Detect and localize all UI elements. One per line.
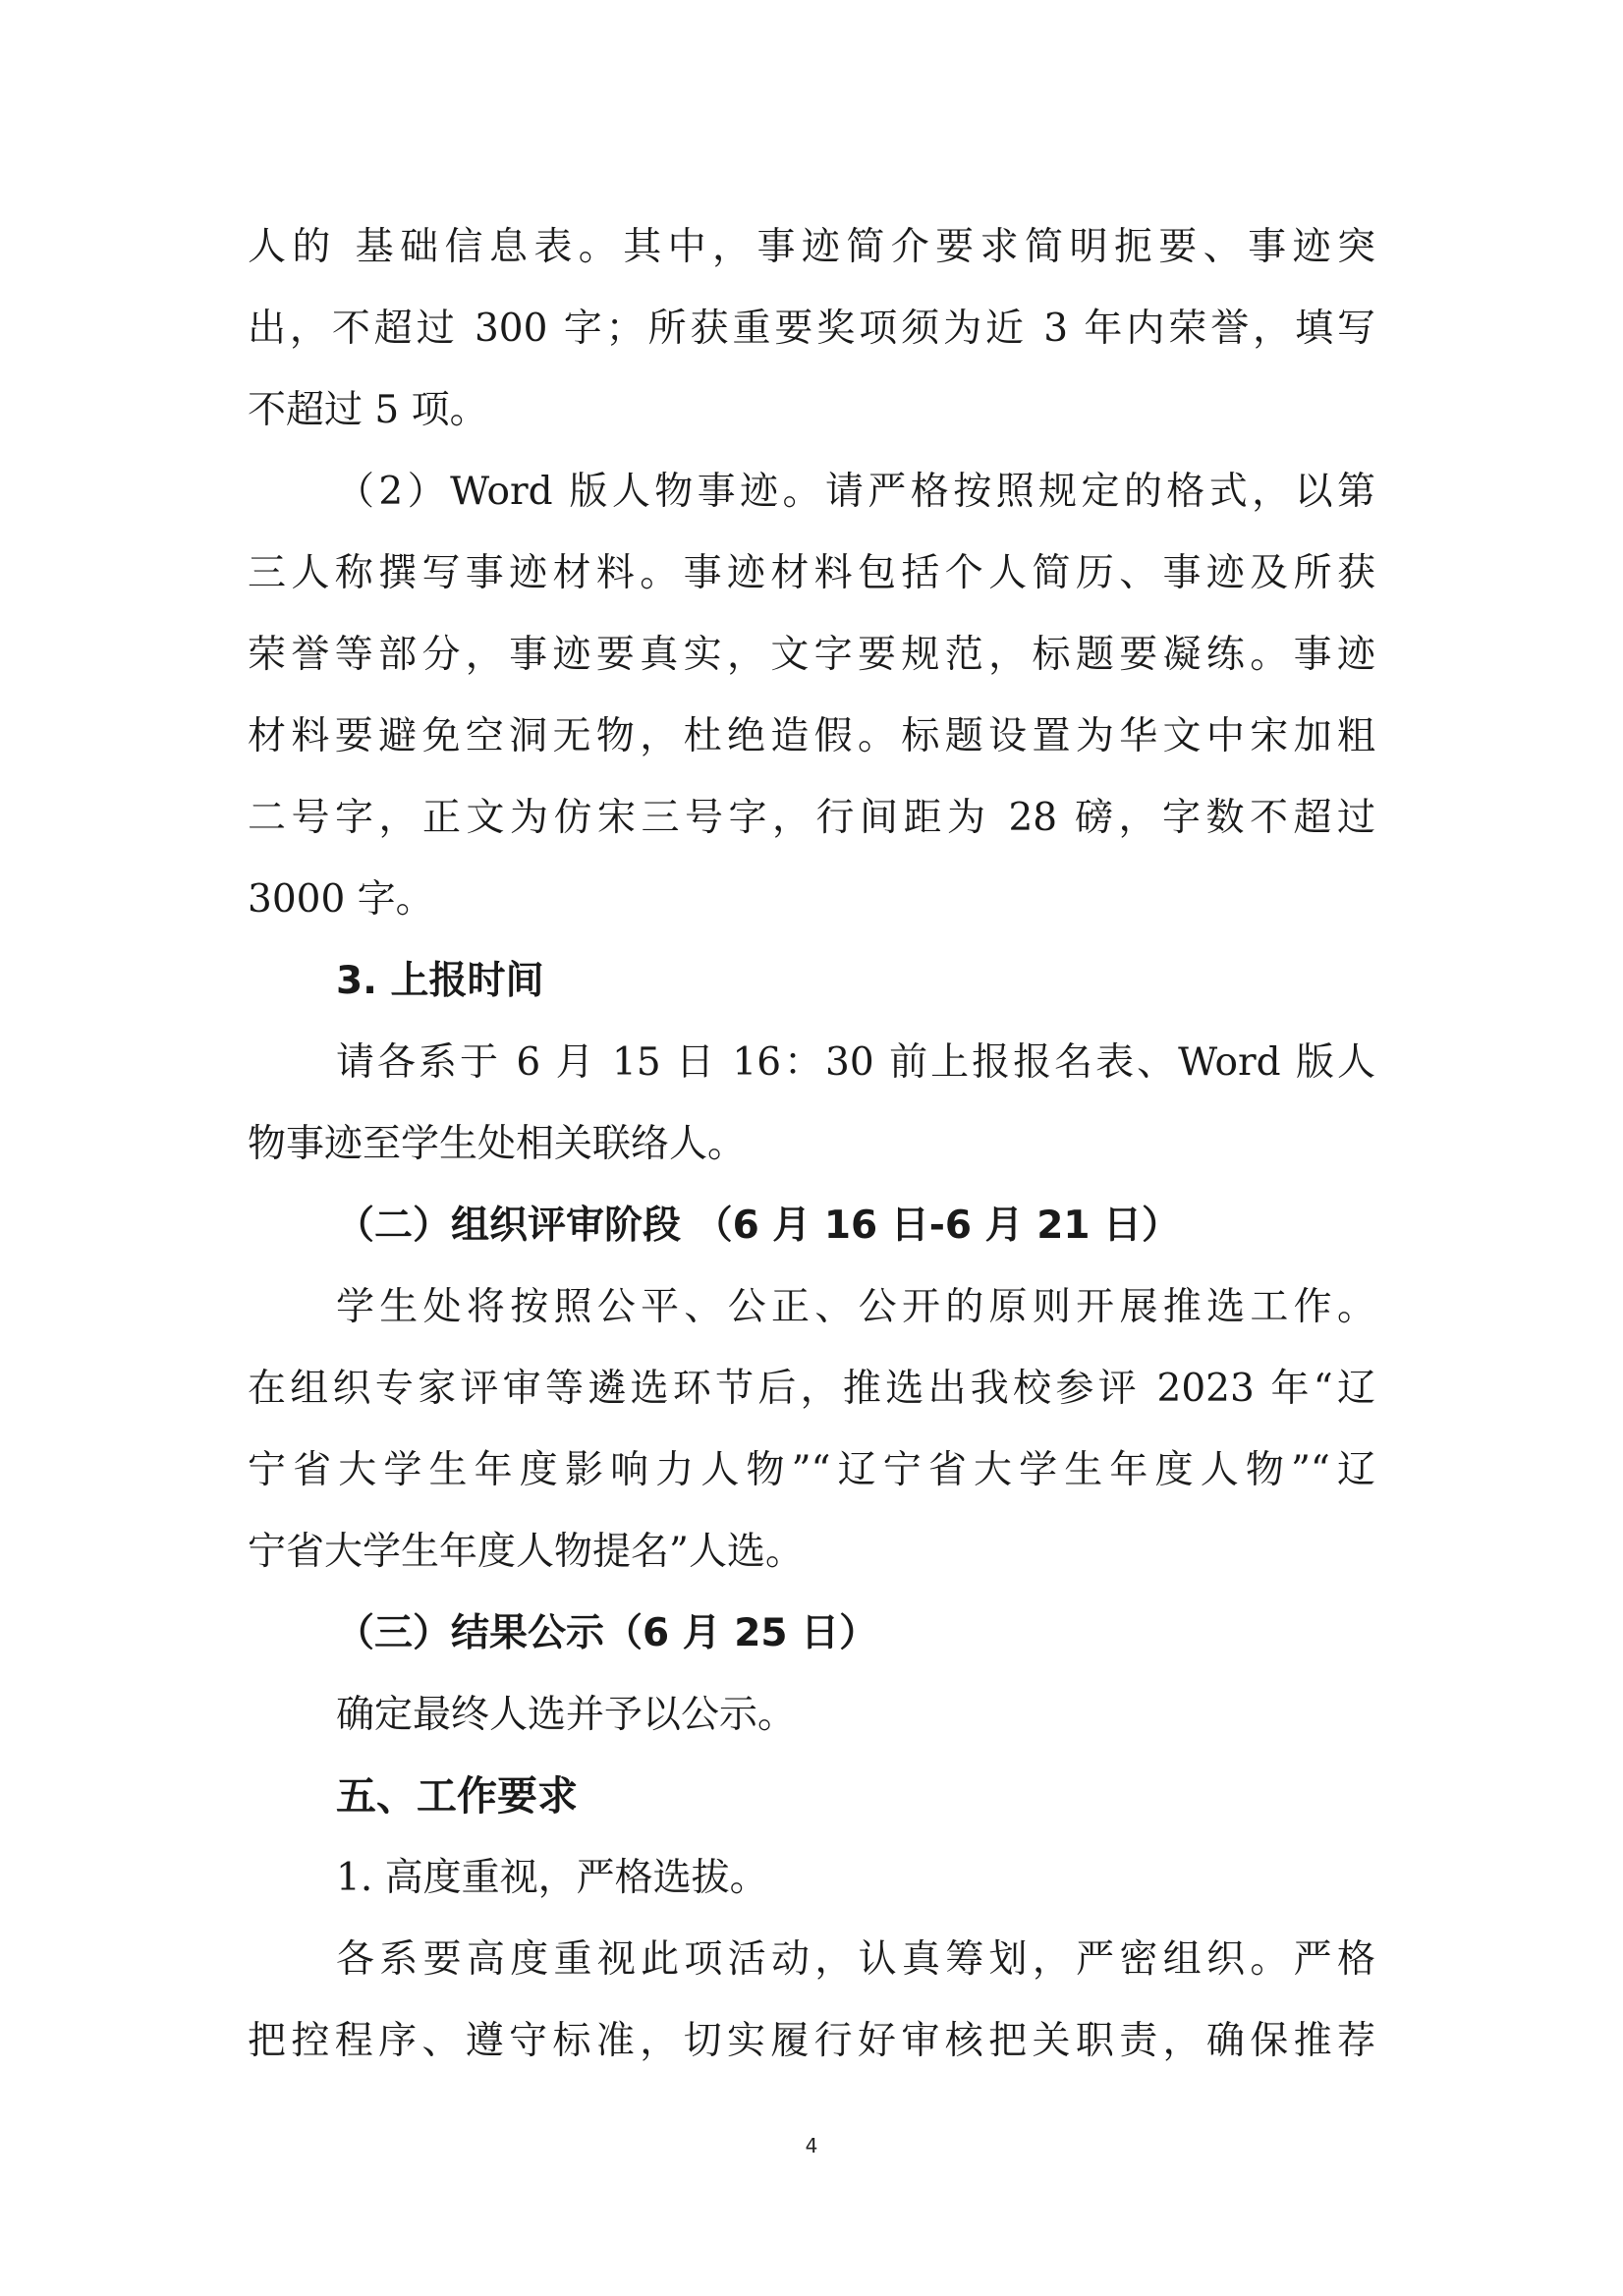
paragraph-line: 二号字，正文为仿宋三号字，行间距为 28 磅，字数不超过	[248, 796, 1375, 840]
page-number: 4	[805, 2134, 818, 2157]
stage-heading-review: （二）组织评审阶段 （6 月 16 日-6 月 21 日）	[336, 1204, 1181, 1248]
paragraph-line: 物事迹至学生处相关联络人。	[248, 1122, 747, 1166]
section-heading-work-requirements: 五、工作要求	[336, 1772, 578, 1820]
paragraph-line: 三人称撰写事迹材料。事迹材料包括个人简历、事迹及所获	[248, 551, 1375, 595]
paragraph-line: 确定最终人选并予以公示。	[336, 1693, 797, 1737]
stage-heading-publicity: （三）结果公示（6 月 25 日）	[336, 1611, 878, 1655]
paragraph-line: 把控程序、遵守标准，切实履行好审核把关职责，确保推荐	[248, 2019, 1375, 2063]
paragraph-line: 学生处将按照公平、公正、公开的原则开展推选工作。	[336, 1285, 1375, 1329]
paragraph-line: 不超过 5 项。	[248, 388, 488, 432]
paragraph-line: 各系要高度重视此项活动，认真筹划，严密组织。严格	[336, 1937, 1375, 1982]
paragraph-line: 请各系于 6 月 15 日 16：30 前上报报名表、Word 版人	[336, 1040, 1375, 1085]
subheading-line: 1. 高度重视，严格选拔。	[336, 1856, 768, 1900]
paragraph-line: 宁省大学生年度影响力人物”“辽宁省大学生年度人物”“辽	[248, 1448, 1375, 1492]
paragraph-line: 人的 基础信息表。其中，事迹简介要求简明扼要、事迹突	[248, 225, 1375, 269]
section-heading-3: 3. 上报时间	[336, 959, 544, 1003]
paragraph-line: 材料要避免空洞无物，杜绝造假。标题设置为华文中宋加粗	[248, 714, 1375, 758]
paragraph-line: 3000 字。	[248, 877, 434, 922]
paragraph-line: 荣誉等部分，事迹要真实，文字要规范，标题要凝练。事迹	[248, 633, 1375, 677]
paragraph-line: 出，不超过 300 字；所获重要奖项须为近 3 年内荣誉，填写	[248, 307, 1375, 351]
paragraph-line: （2）Word 版人物事迹。请严格按照规定的格式，以第	[336, 470, 1375, 514]
paragraph-line: 宁省大学生年度人物提名”人选。	[248, 1530, 804, 1574]
paragraph-line: 在组织专家评审等遴选环节后，推选出我校参评 2023 年“辽	[248, 1367, 1375, 1411]
